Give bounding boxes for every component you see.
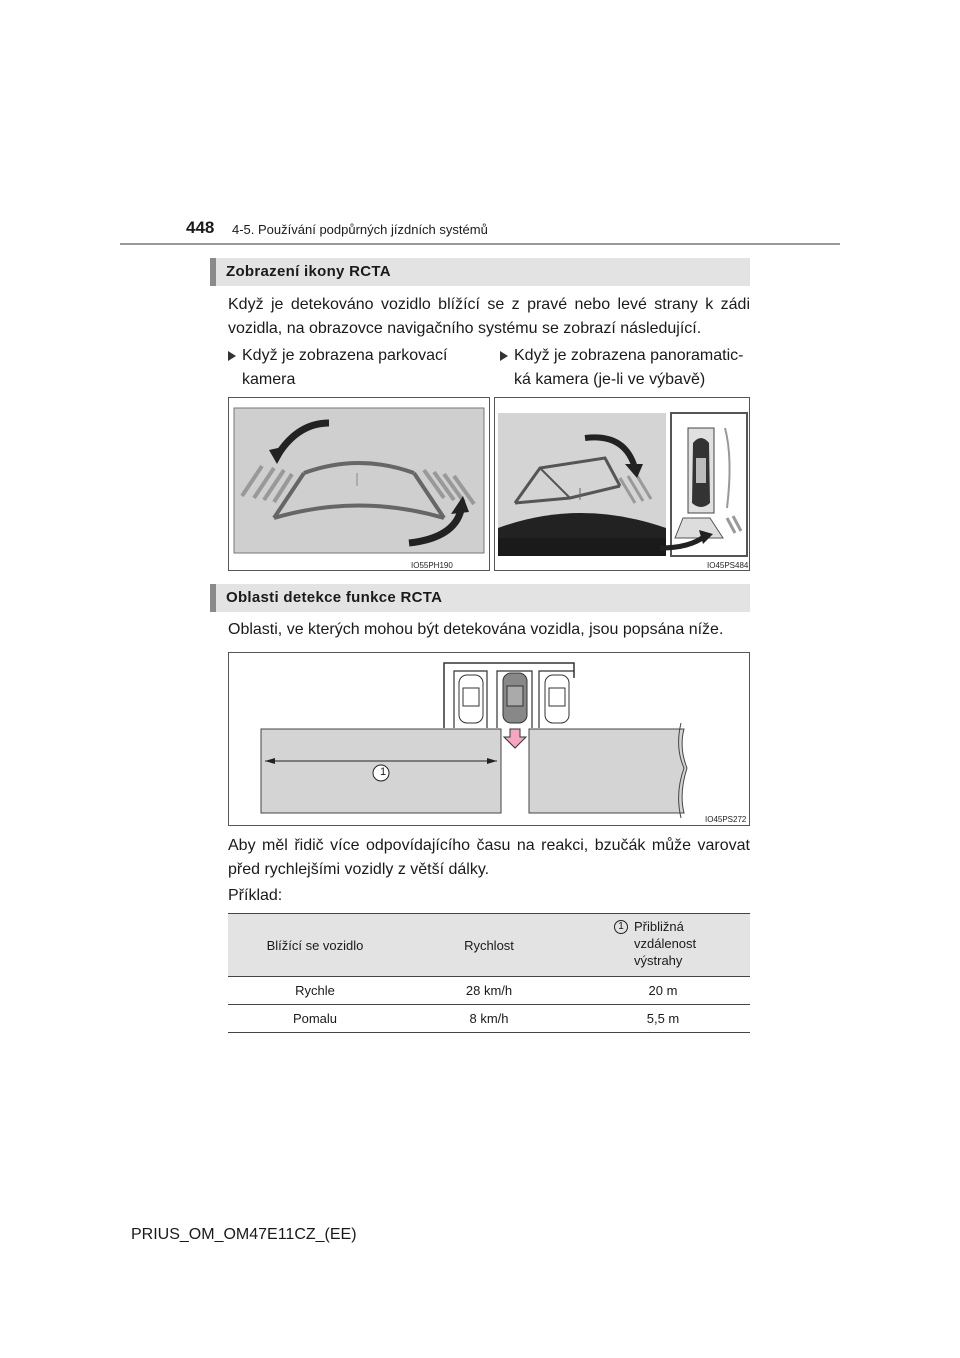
panoramic-camera-illustration bbox=[495, 398, 749, 570]
area-marker-number: 1 bbox=[379, 766, 387, 778]
table-cell: Rychle bbox=[228, 977, 402, 1005]
table-cell: Pomalu bbox=[228, 1005, 402, 1033]
bullet-text-line1: Když je zobrazena parkovací bbox=[242, 347, 448, 364]
header-rule bbox=[120, 243, 840, 245]
table-row bbox=[228, 1005, 750, 1033]
table-cell: 8 km/h bbox=[402, 1005, 576, 1033]
bullet-triangle-icon bbox=[500, 351, 508, 361]
parking-camera-illustration bbox=[229, 398, 489, 570]
detection-areas-illustration bbox=[229, 653, 749, 825]
bullet-panoramic-camera bbox=[500, 344, 760, 392]
section-paragraph-2: Aby měl řidič více odpovídajícího času na reakci, bzučák může varovat před rychlejšími vozidly z větší dálky. bbox=[228, 837, 750, 878]
section-paragraph: Když je detekováno vozidlo blížící se z pravé nebo levé strany k zádi vozidla, na obrazovce navigačního systému se zobrazí následující. bbox=[228, 296, 750, 337]
table-header-row bbox=[228, 914, 750, 977]
table-cell: 5,5 m bbox=[576, 1005, 750, 1033]
example-label: Příklad: bbox=[228, 887, 283, 904]
bullet-parking-camera bbox=[228, 344, 488, 392]
bullet-text-line2: ká kamera (je-li ve výbavě) bbox=[514, 371, 706, 388]
section-paragraph: Oblasti, ve kterých mohou být detekována vozidla, jsou popsána níže. bbox=[228, 621, 724, 638]
document-id: PRIUS_OM_OM47E11CZ_(EE) bbox=[131, 1226, 357, 1243]
distance-table bbox=[228, 913, 750, 1033]
table-cell: 20 m bbox=[576, 977, 750, 1005]
table-cell: 28 km/h bbox=[402, 977, 576, 1005]
figure-panoramic-camera bbox=[494, 397, 750, 571]
section-heading-detection-areas bbox=[210, 584, 750, 612]
figure-code: IO55PH190 bbox=[411, 561, 453, 570]
bullet-text-line2: kamera bbox=[242, 371, 296, 388]
section-heading-rcta-icon bbox=[210, 258, 750, 286]
figure-detection-areas bbox=[228, 652, 750, 826]
figure-code: IO45PS484 bbox=[707, 561, 749, 570]
chapter-title: 4-5. Používání podpůrných jízdních systémů bbox=[232, 222, 488, 237]
section-heading-text: Oblasti detekce funkce RCTA bbox=[226, 589, 443, 606]
table-row bbox=[228, 977, 750, 1005]
table-header-cell-distance bbox=[576, 914, 750, 977]
bullet-triangle-icon bbox=[228, 351, 236, 361]
section-heading-text: Zobrazení ikony RCTA bbox=[226, 263, 391, 280]
figure-code: IO45PS272 bbox=[705, 815, 747, 824]
bullet-text-line1: Když je zobrazena panoramatic- bbox=[514, 347, 744, 364]
page-number: 448 bbox=[186, 218, 215, 237]
header-text: Přibližná vzdálenost výstrahy bbox=[634, 919, 697, 968]
table-header-cell: Rychlost bbox=[402, 914, 576, 977]
table-header-cell: Blížící se vozidlo bbox=[228, 914, 402, 977]
figure-parking-camera bbox=[228, 397, 490, 571]
header-marker: 1 bbox=[614, 920, 628, 934]
